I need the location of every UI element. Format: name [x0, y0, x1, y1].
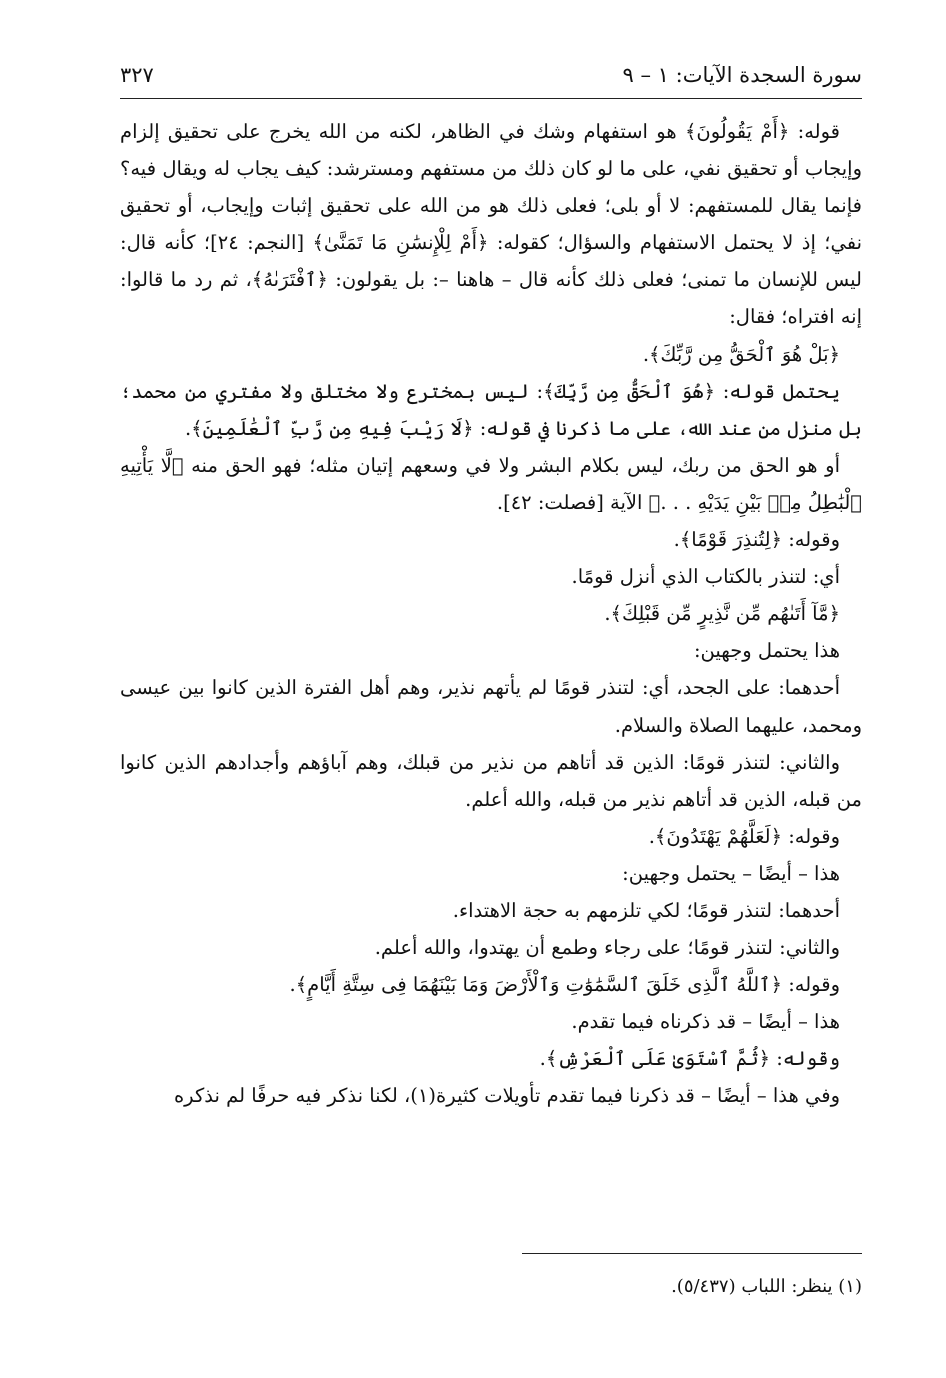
paragraph: والثاني: لتنذر قومًا؛ على رجاء وطمع أن يهتدوا، والله أعلم. — [374, 936, 840, 960]
footnote: (١) ينظر: اللباب (٥/٤٣٧). — [671, 1276, 862, 1297]
paragraph: أحدهما: على الجحد، أي: لتنذر قومًا لم يأتهم نذير، وهم أهل الفترة الذين كانوا بين عيسى ومحمد، عليهما الصلاة والسلام. — [120, 676, 862, 737]
paragraph: أو هو الحق من ربك، ليس بكلام البشر ولا في وسعهم إتيان مثله؛ فهو الحق منه ﴿لَّا يَأْتِيهِ ٱلْبَٰطِلُ مِنۢ بَيْنِ يَدَيْهِ . . .﴾ الآية [فصلت: ٤٢]. — [120, 453, 862, 514]
paragraph: قوله: ﴿أَمْ يَقُولُونَ﴾ هو استفهام وشك في الظاهر، لكنه من الله يخرج على تحقيق إلزام وإيجاب أو تحقيق نفي، على ما لو كان ذلك من مستفهم ومسترشد: كيف يجاب له ويقال فيه؟ فإنما يقال للمستفهم: لا أو بلى؛ فعلى ذلك هو من الله على تحقيق إثبات وإيجاب، أو تحقيق نفي؛ إذ لا يحتمل الاستفهام والسؤال؛ كقوله: ﴿أَمْ لِلْإِنسَٰنِ مَا تَمَنَّىٰ﴾ [النجم: ٢٤]؛ كأنه قال: ليس للإنسان ما تمنى؛ فعلى ذلك كأنه قال – هاهنا –: بل يقولون: ﴿ٱفْتَرَىٰهُ﴾، ثم رد ما قالوا: إنه افتراه؛ فقال: — [120, 120, 862, 329]
paragraph: يحتمل قوله: ﴿هُوَ ٱلْحَقُّ مِن رَّبِّكَ﴾: ليس بمخترع ولا مختلق ولا مفتري من محمد؛ بل منزل من عند الله، على ما ذكرنا في قوله: ﴿لَا رَيْبَ فِيهِ مِن رَّبِّ ٱلْعَٰلَمِينَ﴾. — [120, 379, 862, 440]
paragraph: أي: لتنذر بالكتاب الذي أنزل قومًا. — [571, 565, 840, 589]
header-rule — [120, 98, 862, 99]
paragraph: هذا – أيضًا – قد ذكرناه فيما تقدم. — [571, 1010, 840, 1034]
running-title: سورة السجدة الآيات: ١ – ٩ — [622, 63, 862, 87]
page-header — [120, 60, 862, 92]
paragraph: أحدهما: لتنذر قومًا؛ لكي تلزمهم به حجة الاهتداء. — [452, 898, 840, 922]
paragraph: هذا – أيضًا – يحتمل وجهين: — [622, 861, 840, 885]
verse-line: ﴿بَلْ هُوَ ٱلْحَقُّ مِن رَّبِّكَ﴾. — [642, 342, 840, 366]
verse-line: وقوله: ﴿لَعَلَّهُمْ يَهْتَدُونَ﴾. — [648, 824, 840, 848]
verse-line: ﴿مَّآ أَتَىٰهُم مِّن نَّذِيرٍ مِّن قَبْلِكَ﴾. — [604, 602, 840, 626]
paragraph: وفي هذا – أيضًا – قد ذكرنا فيما تقدم تأويلات كثيرة(١)، لكنا نذكر فيه حرفًا لم نذكره — [173, 1084, 840, 1108]
paragraph: هذا يحتمل وجهين: — [693, 639, 840, 663]
page-number: ٣٢٧ — [120, 63, 154, 87]
verse-line: وقوله: ﴿ثُمَّ ٱسْتَوَىٰ عَلَى ٱلْعَرْشِ﴾. — [539, 1047, 840, 1071]
footnote-rule — [522, 1253, 862, 1254]
paragraph: والثاني: لتنذر قومًا: الذين قد أتاهم من نذير من قبلك، وهم آباؤهم وأجدادهم الذين كانوا من قبله، الذين قد أتاهم نذير من قبله، والله أعلم. — [120, 750, 862, 811]
body-text — [120, 113, 862, 1115]
verse-line: وقوله: ﴿ٱللَّهُ ٱلَّذِى خَلَقَ ٱلسَّمَٰوَٰتِ وَٱلْأَرْضَ وَمَا بَيْنَهُمَا فِى سِتَّةِ أَيَّامٍ﴾. — [289, 973, 840, 997]
verse-line: وقوله: ﴿لِتُنذِرَ قَوْمًا﴾. — [673, 528, 840, 552]
